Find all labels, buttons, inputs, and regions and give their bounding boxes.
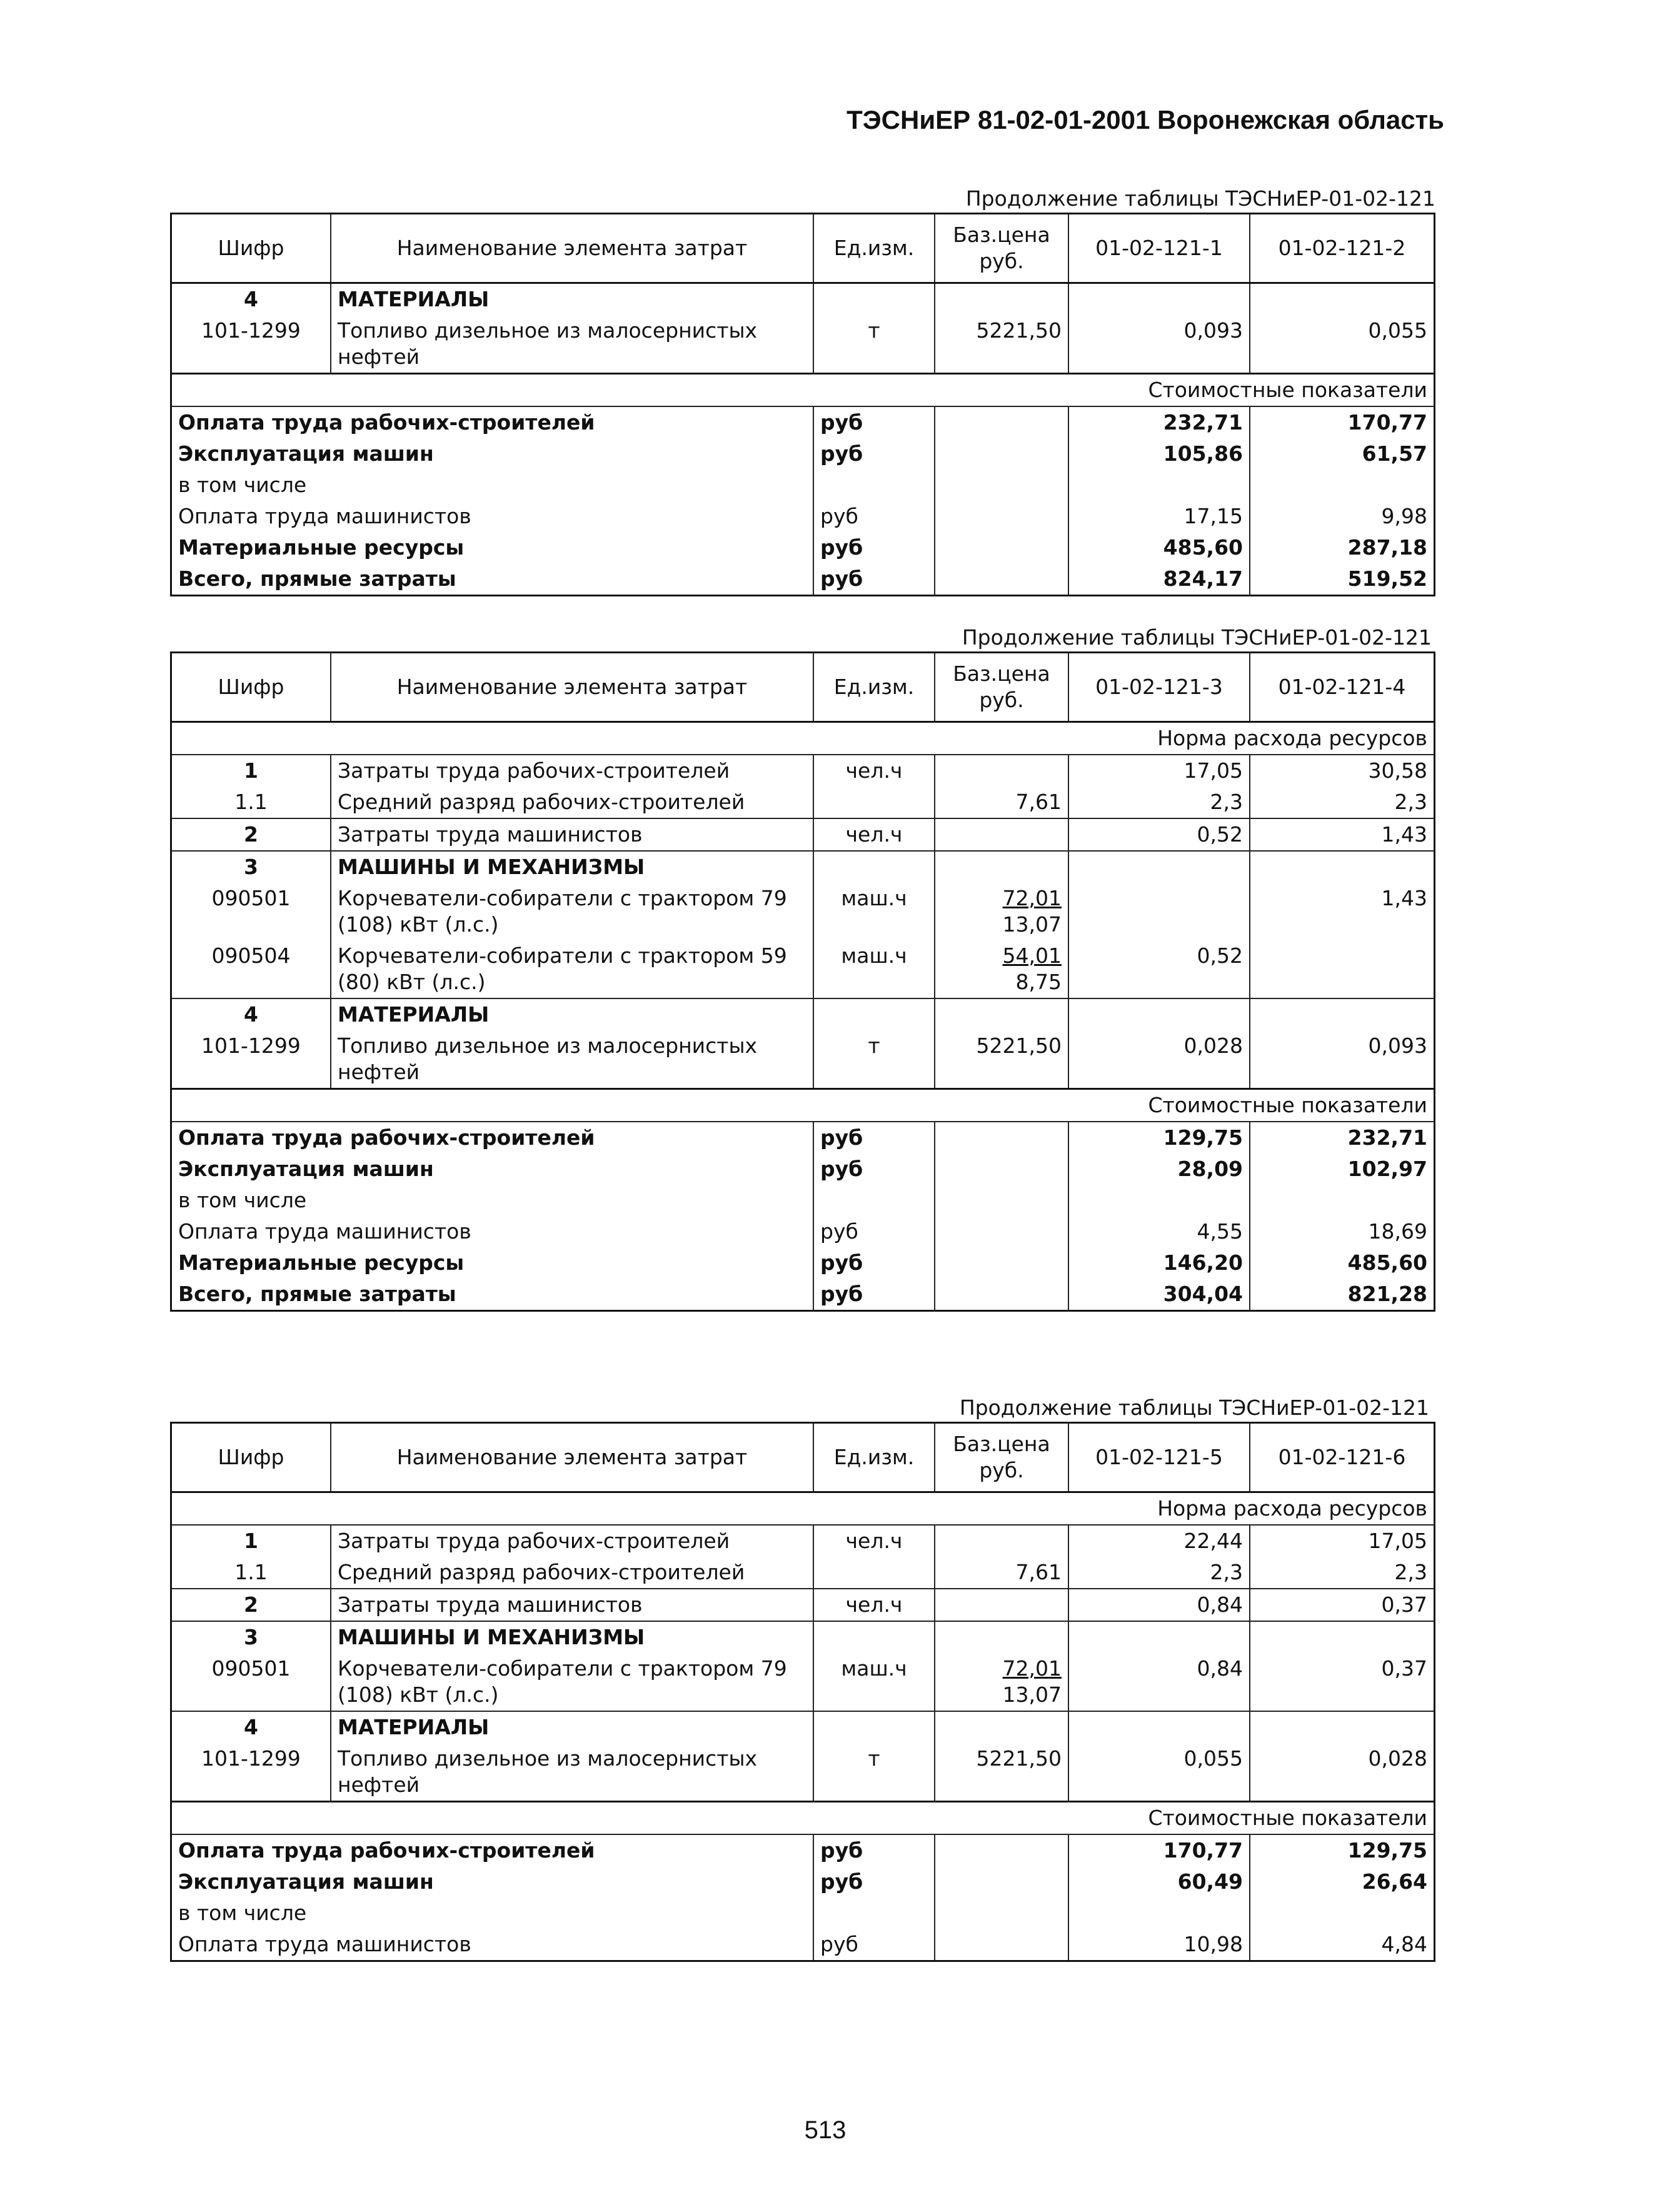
row-unit: маш.ч — [813, 1653, 935, 1711]
section-row — [172, 1711, 1434, 1743]
row-name: Корчеватели-собиратели с трактором 59 (80) кВт (л.с.) — [331, 940, 813, 998]
row-name: Затраты труда машинистов — [331, 1589, 813, 1621]
cost-row — [172, 532, 1434, 563]
price-numerator: 54,01 — [1002, 943, 1062, 968]
cost-unit: руб — [813, 1866, 935, 1898]
norm-title: Норма расхода ресурсов — [172, 1492, 1434, 1526]
cost-value-b: 287,18 — [1250, 532, 1434, 563]
header-unit: Ед.изм. — [813, 214, 935, 283]
row-name: Затраты труда рабочих-строителей — [331, 1525, 813, 1557]
table-caption: Продолжение таблицы ТЭСНиЕР-01-02-121 — [962, 625, 1432, 650]
cost-value-a: 4,55 — [1068, 1216, 1250, 1247]
cost-row — [172, 1247, 1434, 1279]
table-row — [172, 1525, 1434, 1557]
table-row — [172, 1589, 1434, 1621]
table-header-row — [172, 214, 1434, 283]
cost-value-a: 232,71 — [1068, 406, 1250, 438]
cost-name: Оплата труда рабочих-строителей — [178, 410, 595, 435]
cost-value-a: 10,98 — [1068, 1929, 1250, 1960]
cost-value-a: 824,17 — [1068, 563, 1250, 595]
row-name: Средний разряд рабочих-строителей — [331, 787, 813, 818]
cost-value-b: 9,98 — [1250, 501, 1434, 532]
resource-table-1 — [170, 213, 1435, 596]
header-price: Баз.цена руб. — [935, 214, 1068, 283]
cost-value-a: 170,77 — [1068, 1834, 1250, 1866]
row-code: 101-1299 — [201, 1033, 301, 1058]
cost-value-b: 821,28 — [1250, 1279, 1434, 1310]
row-price — [935, 755, 1068, 787]
row-value-a — [1068, 883, 1250, 940]
row-unit: т — [813, 1743, 935, 1802]
row-unit: т — [813, 315, 935, 374]
cost-value-b: 129,75 — [1250, 1834, 1434, 1866]
row-code: 101-1299 — [201, 318, 301, 343]
row-value-a: 17,05 — [1068, 755, 1250, 787]
cost-value-a: 129,75 — [1068, 1122, 1250, 1154]
cost-name: в том числе — [178, 473, 307, 497]
cost-value-b: 232,71 — [1250, 1122, 1434, 1154]
cost-row — [172, 1185, 1434, 1216]
section-row — [172, 1621, 1434, 1653]
header-col-b: 01-02-121-2 — [1250, 214, 1434, 283]
cost-name: в том числе — [178, 1188, 307, 1212]
row-value-a: 2,3 — [1068, 787, 1250, 818]
row-price: 5221,50 — [935, 1743, 1068, 1802]
page-number: 513 — [804, 2116, 847, 2144]
row-value-a: 0,84 — [1068, 1653, 1250, 1711]
cost-row — [172, 1834, 1434, 1866]
price-numerator: 72,01 — [1002, 1656, 1062, 1681]
row-name: Затраты труда рабочих-строителей — [331, 755, 813, 787]
table-row — [172, 315, 1434, 374]
row-unit: чел.ч — [813, 1589, 935, 1621]
row-code: 2 — [172, 818, 331, 851]
row-value-b: 0,028 — [1250, 1743, 1434, 1802]
cost-name: в том числе — [178, 1901, 307, 1925]
cost-name: Всего, прямые затраты — [178, 566, 456, 591]
table-row — [172, 883, 1434, 940]
row-code: 1 — [244, 1529, 258, 1553]
header-col-b: 01-02-121-4 — [1250, 653, 1434, 722]
row-code: 101-1299 — [201, 1746, 301, 1771]
table-row — [172, 1030, 1434, 1089]
row-price: 7,61 — [935, 787, 1068, 818]
row-name: Затраты труда машинистов — [331, 818, 813, 851]
row-name: Корчеватели-собиратели с трактором 79 (108) кВт (л.с.) — [331, 1653, 813, 1711]
cost-row — [172, 501, 1434, 532]
cost-name: Оплата труда рабочих-строителей — [178, 1125, 595, 1150]
cost-value-b: 519,52 — [1250, 563, 1434, 595]
cost-row — [172, 438, 1434, 470]
cost-name: Оплата труда машинистов — [178, 1219, 471, 1244]
row-unit: чел.ч — [813, 1525, 935, 1557]
row-code: 090504 — [211, 943, 291, 968]
row-unit: маш.ч — [813, 883, 935, 940]
header-unit: Ед.изм. — [813, 653, 935, 722]
row-name: Топливо дизельное из малосернистых нефтей — [331, 1743, 813, 1802]
header-price: Баз.цена руб. — [935, 653, 1068, 722]
row-value-a: 2,3 — [1068, 1557, 1250, 1589]
row-value-b: 0,37 — [1250, 1589, 1434, 1621]
norm-title: Норма расхода ресурсов — [172, 722, 1434, 755]
cost-name: Оплата труда машинистов — [178, 504, 471, 528]
cost-value-a: 28,09 — [1068, 1154, 1250, 1185]
row-unit: чел.ч — [813, 818, 935, 851]
row-code: 4 — [172, 998, 331, 1030]
header-col-b: 01-02-121-6 — [1250, 1424, 1434, 1492]
row-price — [935, 1589, 1068, 1621]
table-caption: Продолжение таблицы ТЭСНиЕР-01-02-121 — [959, 1395, 1429, 1420]
row-price — [935, 940, 1068, 998]
header-col-a: 01-02-121-1 — [1068, 214, 1250, 283]
row-value-b: 2,3 — [1250, 787, 1434, 818]
header-unit: Ед.изм. — [813, 1424, 935, 1492]
row-value-a: 0,52 — [1068, 940, 1250, 998]
row-price: 5221,50 — [935, 315, 1068, 374]
row-name: МАШИНЫ И МЕХАНИЗМЫ — [331, 851, 813, 883]
table-header-row — [172, 653, 1434, 722]
row-code: 090501 — [211, 886, 291, 910]
cost-value-b: 4,84 — [1250, 1929, 1434, 1960]
cost-name: Эксплуатация машин — [178, 1157, 434, 1181]
cost-value-a: 304,04 — [1068, 1279, 1250, 1310]
row-value-b: 1,43 — [1250, 818, 1434, 851]
cost-name: Материальные ресурсы — [178, 535, 465, 560]
cost-name: Материальные ресурсы — [178, 1250, 465, 1275]
cost-value-a: 146,20 — [1068, 1247, 1250, 1279]
header-name: Наименование элемента затрат — [331, 1424, 813, 1492]
row-unit: маш.ч — [813, 940, 935, 998]
row-name: МАШИНЫ И МЕХАНИЗМЫ — [331, 1621, 813, 1653]
row-value-a: 0,028 — [1068, 1030, 1250, 1089]
row-value-a: 0,52 — [1068, 818, 1250, 851]
row-value-a: 0,84 — [1068, 1589, 1250, 1621]
cost-unit: руб — [813, 1929, 935, 1960]
table-row — [172, 818, 1434, 851]
header-name: Наименование элемента затрат — [331, 214, 813, 283]
header-name: Наименование элемента затрат — [331, 653, 813, 722]
row-name: Топливо дизельное из малосернистых нефтей — [331, 1030, 813, 1089]
row-code: 1.1 — [234, 1560, 268, 1584]
row-price — [935, 1653, 1068, 1711]
cost-unit: руб — [813, 438, 935, 470]
cost-row — [172, 1154, 1434, 1185]
row-code: 2 — [172, 1589, 331, 1621]
row-code: 4 — [244, 287, 258, 311]
row-code: 1 — [244, 758, 258, 783]
row-code: 090501 — [211, 1656, 291, 1681]
cost-row — [172, 1898, 1434, 1929]
row-value-b — [1250, 940, 1434, 998]
cost-row — [172, 1122, 1434, 1154]
cost-name: Оплата труда рабочих-строителей — [178, 1838, 595, 1863]
row-value-b: 1,43 — [1250, 883, 1434, 940]
row-name: МАТЕРИАЛЫ — [331, 998, 813, 1030]
cost-value-b: 102,97 — [1250, 1154, 1434, 1185]
table-row — [172, 755, 1434, 787]
cost-unit: руб — [813, 1247, 935, 1279]
row-code: 4 — [172, 1711, 331, 1743]
cost-name: Всего, прямые затраты — [178, 1282, 456, 1306]
price-numerator: 72,01 — [1002, 886, 1062, 910]
cost-value-b: 61,57 — [1250, 438, 1434, 470]
header-code: Шифр — [172, 214, 331, 283]
document-header: ТЭСНиЕР 81-02-01-2001 Воронежская область — [847, 105, 1444, 134]
row-name: Корчеватели-собиратели с трактором 79 (108) кВт (л.с.) — [331, 883, 813, 940]
section-row — [172, 851, 1434, 883]
cost-value-b: 18,69 — [1250, 1216, 1434, 1247]
table-row — [172, 787, 1434, 818]
row-code: 3 — [172, 851, 331, 883]
price-denominator: 13,07 — [1002, 1682, 1062, 1707]
row-unit: т — [813, 1030, 935, 1089]
resource-table-2 — [170, 651, 1435, 1312]
table-row — [172, 1743, 1434, 1802]
cost-unit: руб — [813, 501, 935, 532]
cost-name: Оплата труда машинистов — [178, 1932, 471, 1956]
row-value-b: 30,58 — [1250, 755, 1434, 787]
cost-row — [172, 406, 1434, 438]
costs-title: Стоимостные показатели — [172, 1089, 1434, 1122]
cost-value-a: 60,49 — [1068, 1866, 1250, 1898]
cost-row — [172, 470, 1434, 501]
row-value-a: 0,093 — [1068, 315, 1250, 374]
row-price — [935, 1525, 1068, 1557]
header-col-a: 01-02-121-3 — [1068, 653, 1250, 722]
row-value-b: 0,093 — [1250, 1030, 1434, 1089]
row-price — [935, 818, 1068, 851]
cost-row — [172, 1866, 1434, 1898]
table-row — [172, 1653, 1434, 1711]
cost-name: Эксплуатация машин — [178, 441, 434, 466]
cost-unit: руб — [813, 1122, 935, 1154]
cost-row — [172, 1929, 1434, 1960]
row-name: Средний разряд рабочих-строителей — [331, 1557, 813, 1589]
section-row — [172, 998, 1434, 1030]
row-name: Топливо дизельное из малосернистых нефтей — [331, 315, 813, 374]
table-row — [172, 940, 1434, 998]
table-caption: Продолжение таблицы ТЭСНиЕР-01-02-121 — [965, 186, 1435, 211]
cost-unit: руб — [813, 563, 935, 595]
cost-row — [172, 1216, 1434, 1247]
row-unit: чел.ч — [813, 755, 935, 787]
row-price: 7,61 — [935, 1557, 1068, 1589]
row-name: МАТЕРИАЛЫ — [331, 283, 813, 316]
cost-value-a: 17,15 — [1068, 501, 1250, 532]
table-header-row — [172, 1424, 1434, 1492]
cost-unit: руб — [813, 1216, 935, 1247]
row-value-a: 0,055 — [1068, 1743, 1250, 1802]
row-price — [935, 883, 1068, 940]
row-value-a: 22,44 — [1068, 1525, 1250, 1557]
row-value-b: 0,37 — [1250, 1653, 1434, 1711]
table-row — [172, 1557, 1434, 1589]
cost-unit: руб — [813, 1154, 935, 1185]
cost-value-b: 485,60 — [1250, 1247, 1434, 1279]
header-col-a: 01-02-121-5 — [1068, 1424, 1250, 1492]
row-unit — [813, 1557, 935, 1589]
header-code: Шифр — [172, 653, 331, 722]
price-denominator: 8,75 — [1015, 970, 1062, 994]
costs-title: Стоимостные показатели — [172, 374, 1434, 407]
cost-value-a: 105,86 — [1068, 438, 1250, 470]
cost-unit: руб — [813, 406, 935, 438]
row-value-b: 0,055 — [1250, 315, 1434, 374]
costs-title: Стоимостные показатели — [172, 1802, 1434, 1835]
row-code: 3 — [172, 1621, 331, 1653]
row-unit — [813, 787, 935, 818]
cost-value-b: 170,77 — [1250, 406, 1434, 438]
resource-table-3 — [170, 1422, 1435, 1962]
header-code: Шифр — [172, 1424, 331, 1492]
cost-unit: руб — [813, 1279, 935, 1310]
section-row — [172, 283, 1434, 316]
header-price: Баз.цена руб. — [935, 1424, 1068, 1492]
price-denominator: 13,07 — [1002, 912, 1062, 937]
cost-unit: руб — [813, 1834, 935, 1866]
cost-value-a: 485,60 — [1068, 532, 1250, 563]
cost-unit: руб — [813, 532, 935, 563]
cost-row — [172, 563, 1434, 595]
row-value-b: 17,05 — [1250, 1525, 1434, 1557]
row-value-b: 2,3 — [1250, 1557, 1434, 1589]
row-price: 5221,50 — [935, 1030, 1068, 1089]
cost-name: Эксплуатация машин — [178, 1869, 434, 1894]
cost-value-b: 26,64 — [1250, 1866, 1434, 1898]
row-name: МАТЕРИАЛЫ — [331, 1711, 813, 1743]
row-code: 1.1 — [234, 790, 268, 814]
cost-row — [172, 1279, 1434, 1310]
